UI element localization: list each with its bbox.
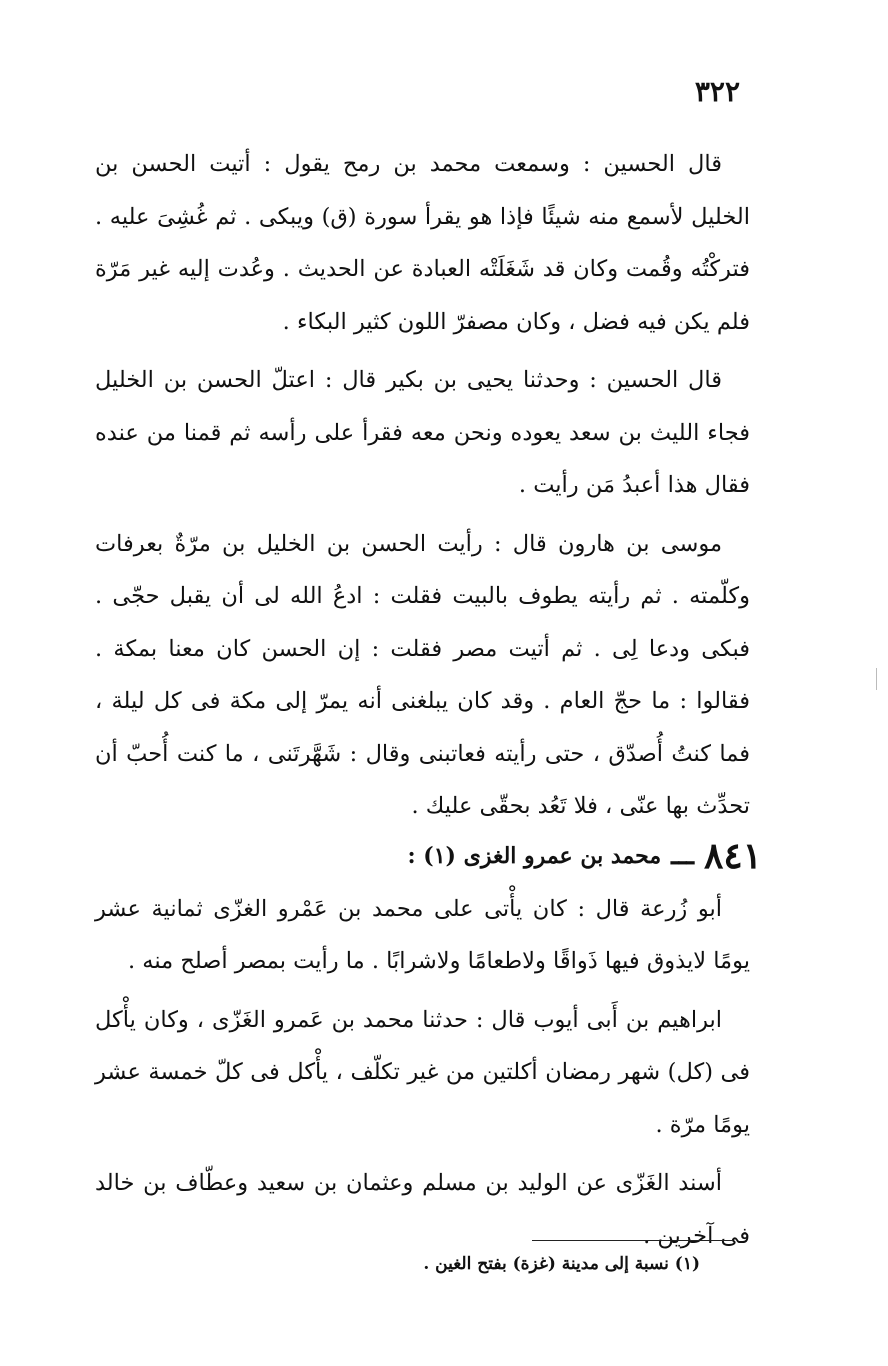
paragraph-hussein-rumh: قال الحسين : وسمعت محمد بن رمح يقول : أتيت الحسن بن الخليل لأسمع منه شيئًا فإذا هو يقرأ سورة (ق) ويبكى . ثم غُشِىَ عليه . فتركْتُه وقُمت وكان قد شَغَلَتْه العبادة عن الحديث . وعُدت إليه غير مَرّة فلم يكن فيه فضل ، وكان مصفرّ اللون كثير البكاء . (95, 151, 750, 335)
paragraph-asnad: أسند الغَزّى عن الوليد بن مسلم وعثمان بن سعيد وعطّاف بن خالد فى آخرين . (95, 1170, 750, 1249)
entry-number: ٨٤١ (703, 834, 762, 877)
page-number: ٣٢٢ (694, 75, 740, 108)
entry-title: محمد بن عمرو الغزى (١) : (407, 842, 662, 869)
margin-mark (876, 668, 880, 690)
main-text (95, 138, 762, 1268)
entry-dash: ـــ (671, 840, 694, 871)
footnote: (١) نسبة إلى مدينة (غزة) بفتح الغين . (423, 1254, 700, 1274)
paragraph-musa-harun: موسى بن هارون قال : رأيت الحسن بن الخليل بن مرّةٌ بعرفات وكلّمته . ثم رأيته يطوف بالبيت فقلت : ادعُ الله لى أن يقبل حجّى . فبكى ودعا لِى . ثم أتيت مصر فقلت : إن الحسن كان معنا بمكة . فقالوا : ما حجّ العام . وقد كان يبلغنى أنه يمرّ إلى مكة فى كل ليلة ، فما كنتُ أُصدّق ، حتى رأيته فعاتبنى وقال : شَهَّرتَنى ، ما كنت أُحبّ أن تحدِّث بها عنّى ، فلا تَعُد بحقّى عليك . (95, 530, 750, 819)
footnote-rule (532, 1240, 732, 1241)
paragraph-abu-zura: أبو زُرعة قال : كان يأْتى على محمد بن عَمْرو الغزّى ثمانية عشر يومًا لايذوق فيها ذَواقًا ولاطعامًا ولاشرابًا . ما رأيت بمصر أصلح منه . (95, 895, 750, 974)
entry-heading (95, 833, 762, 879)
paragraph-hussein-bukair: قال الحسين : وحدثنا يحيى بن بكير قال : اعتلّ الحسن بن الخليل فجاء الليث بن سعد يعوده ونحن معه فقرأ على رأسه ثم قمنا من عنده فقال هذا أعبدُ مَن رأيت . (95, 367, 750, 498)
paragraph-ibrahim: ابراهيم بن أَبى أيوب قال : حدثنا محمد بن عَمرو الغَزّى ، وكان يأْكل فى (كل) شهر رمضان أكلتين من غير تكلّف ، يأْكل فى كلّ خمسة عشر يومًا مرّة . (95, 1006, 750, 1138)
